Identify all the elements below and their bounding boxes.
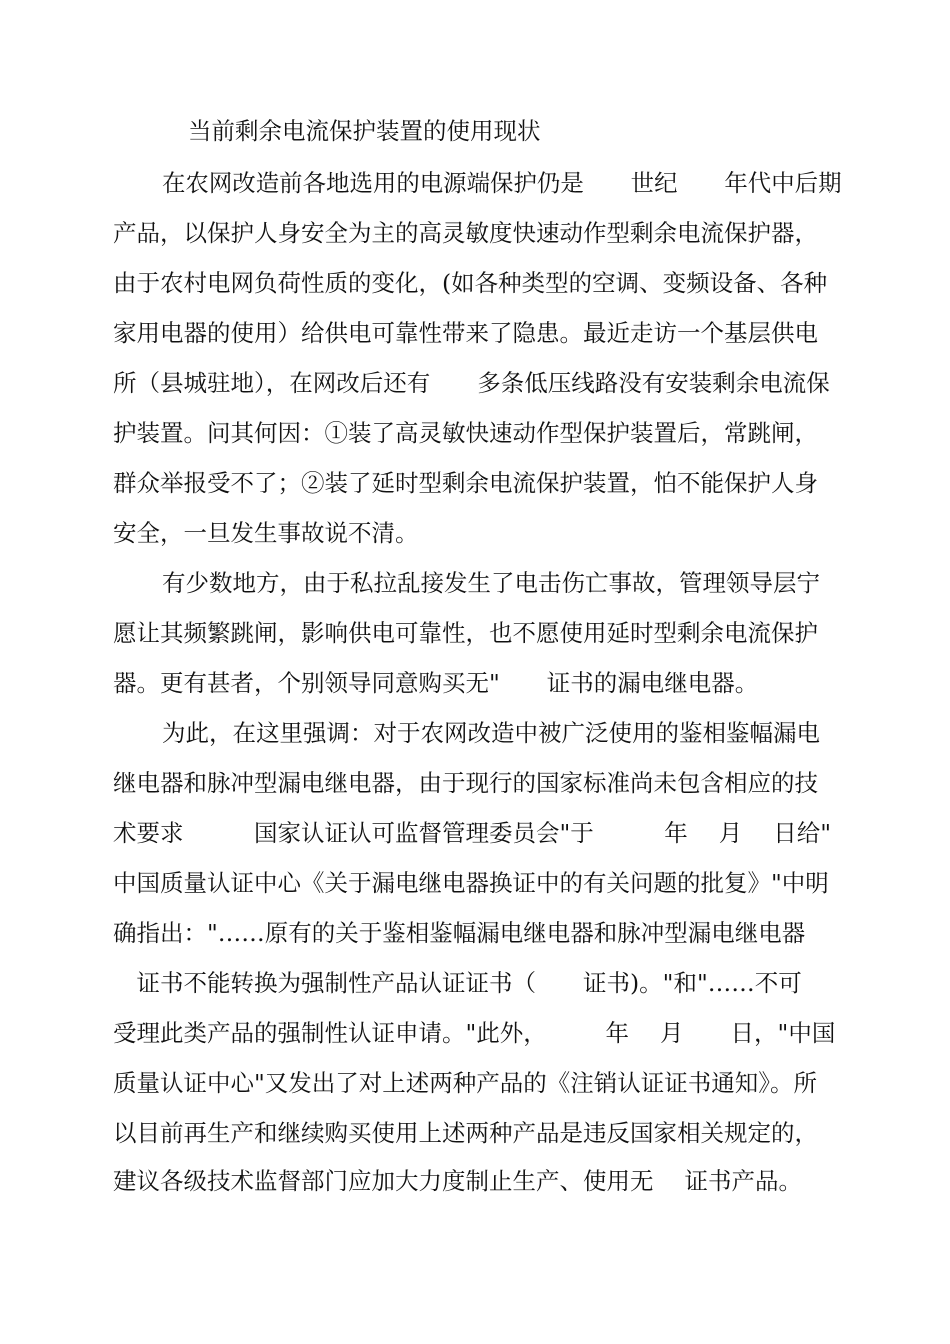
text-line: 家用电器的使用）给供电可靠性带来了隐患。最近走访一个基层供电	[113, 319, 818, 347]
text-line: 产品，以保护人身安全为主的高灵敏度快速动作型剩余电流保护器，	[113, 219, 818, 247]
text-line: 中国质量认证中心《关于漏电继电器换证中的有关问题的批复》"中明	[113, 869, 829, 897]
text-line: 质量认证中心"又发出了对上述两种产品的《注销认证证书通知》。所	[113, 1069, 818, 1097]
text-line: 在农网改造前各地选用的电源端保护仍是 世纪 年代中后期	[162, 169, 842, 197]
text-line: 愿让其频繁跳闸，影响供电可靠性，也不愿使用延时型剩余电流保护	[113, 619, 818, 647]
text-line: 确指出："……原有的关于鉴相鉴幅漏电继电器和脉冲型漏电继电器	[113, 919, 806, 947]
text-line: 群众举报受不了；②装了延时型剩余电流保护装置，怕不能保护人身	[113, 469, 818, 497]
text-line: 证书不能转换为强制性产品认证证书（ 证书)。"和"……不可	[113, 969, 802, 997]
document-title: 当前剩余电流保护装置的使用现状	[188, 117, 541, 145]
text-line: 所（县城驻地），在网改后还有 多条低压线路没有安装剩余电流保	[113, 369, 830, 397]
text-line: 继电器和脉冲型漏电继电器，由于现行的国家标准尚未包含相应的技	[113, 769, 818, 797]
text-line: 术要求 国家认证认可监督管理委员会"于 年 月 日给"	[113, 819, 832, 847]
text-line: 由于农村电网负荷性质的变化，(如各种类型的空调、变频设备、各种	[113, 269, 828, 297]
text-line: 器。更有甚者，个别领导同意购买无" 证书的漏电继电器。	[113, 669, 759, 697]
text-line: 以目前再生产和继续购买使用上述两种产品是违反国家相关规定的，	[113, 1119, 818, 1147]
text-line: 受理此类产品的强制性认证申请。"此外， 年 月 日，"中国	[113, 1019, 836, 1047]
text-line: 有少数地方，由于私拉乱接发生了电击伤亡事故，管理领导层宁	[162, 569, 820, 597]
text-line: 护装置。问其何因：①装了高灵敏快速动作型保护装置后，常跳闸，	[113, 419, 818, 447]
text-line: 建议各级技术监督部门应加大力度制止生产、使用无 证书产品。	[113, 1167, 802, 1195]
text-line: 安全，一旦发生事故说不清。	[113, 519, 419, 547]
text-line: 为此，在这里强调：对于农网改造中被广泛使用的鉴相鉴幅漏电	[162, 719, 820, 747]
